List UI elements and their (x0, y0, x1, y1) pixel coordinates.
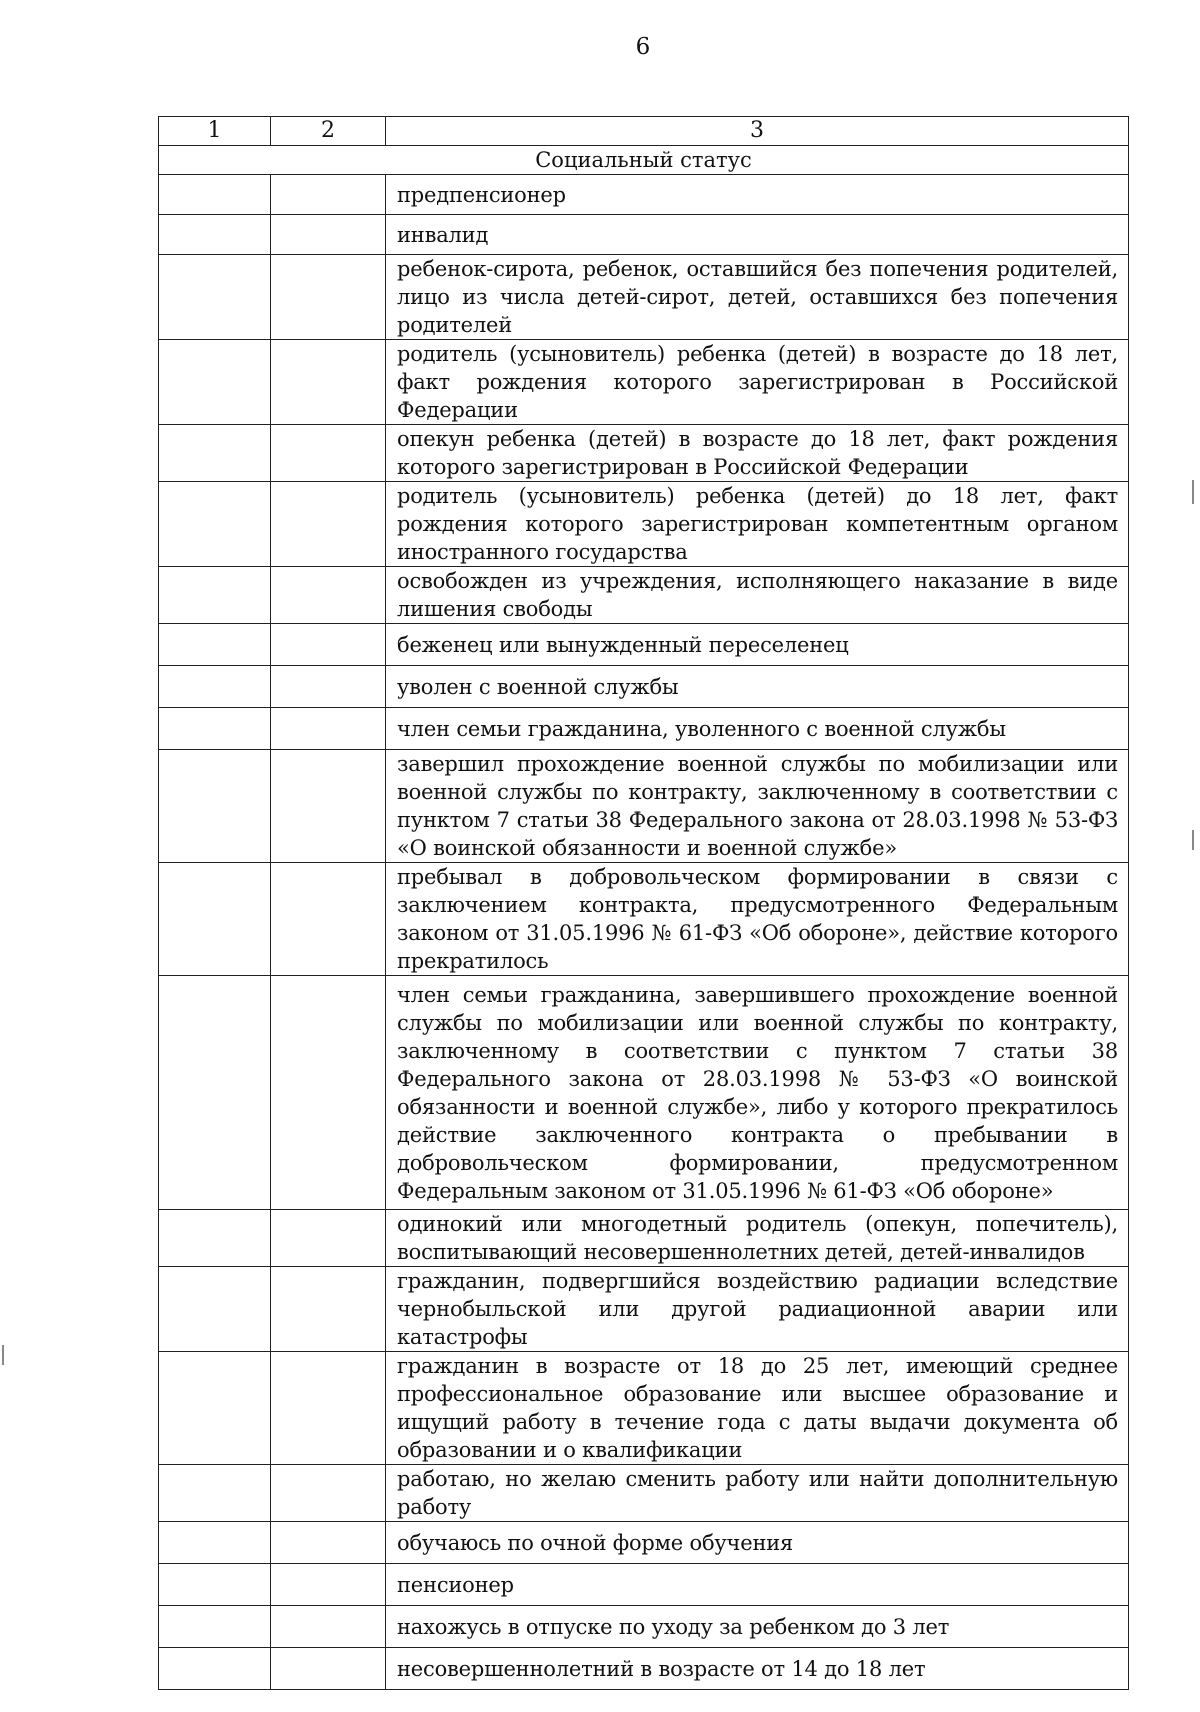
social-status-table (158, 116, 1129, 1690)
row-col-1 (159, 567, 271, 624)
row-col-2 (271, 666, 386, 708)
status-text: предпенсионер (386, 175, 1129, 215)
row-col-1 (159, 1210, 271, 1267)
scan-margin-mark (2, 1345, 4, 1365)
table-row (159, 976, 1129, 1210)
status-text: освобожден из учреждения, исполняющего наказание в виде лишения свободы (386, 567, 1129, 624)
row-col-2 (271, 215, 386, 255)
status-text: завершил прохождение военной службы по мобилизации или военной службы по контракту, заключенному в соответствии с пунктом 7 статьи 38 Федерального закона от 28.03.1998 № 53-ФЗ «О воинской обязанности и военной службе» (386, 750, 1129, 863)
row-col-1 (159, 750, 271, 863)
table-header-row (159, 117, 1129, 146)
row-col-2 (271, 1352, 386, 1465)
status-text: работаю, но желаю сменить работу или найти дополнительную работу (386, 1465, 1129, 1522)
row-col-1 (159, 624, 271, 666)
row-col-1 (159, 1648, 271, 1690)
header-col-1: 1 (159, 117, 271, 146)
row-col-2 (271, 567, 386, 624)
row-col-2 (271, 976, 386, 1210)
status-text: гражданин в возрасте от 18 до 25 лет, имеющий среднее профессиональное образование или высшее образование и ищущий работу в течение года с даты выдачи документа об образовании и о квалификации (386, 1352, 1129, 1465)
table-row (159, 567, 1129, 624)
row-col-2 (271, 1522, 386, 1564)
table-row (159, 175, 1129, 215)
row-col-1 (159, 1267, 271, 1352)
row-col-2 (271, 750, 386, 863)
table-row (159, 1564, 1129, 1606)
status-text: член семьи гражданина, уволенного с военной службы (386, 708, 1129, 750)
row-col-1 (159, 708, 271, 750)
table-row (159, 1352, 1129, 1465)
table-row (159, 482, 1129, 567)
status-text: член семьи гражданина, завершившего прохождение военной службы по мобилизации или военной службы по контракту, заключенному в соответствии с пунктом 7 статьи 38 Федерального закона от 28.03.1998 № 53-ФЗ «О воинской обязанности и военной службе», либо у которого прекратилось действие заключенного контракта о пребывании в добровольческом формировании, предусмотренном Федеральным законом от 31.05.1996 № 61-ФЗ «Об обороне» (386, 976, 1129, 1210)
row-col-1 (159, 425, 271, 482)
table-row (159, 863, 1129, 976)
status-text: одинокий или многодетный родитель (опекун, попечитель), воспитывающий несовершеннолетних детей, детей-инвалидов (386, 1210, 1129, 1267)
table-row (159, 1648, 1129, 1690)
status-text: родитель (усыновитель) ребенка (детей) в возрасте до 18 лет, факт рождения которого зарегистрирован в Российской Федерации (386, 340, 1129, 425)
row-col-2 (271, 624, 386, 666)
status-text: пенсионер (386, 1564, 1129, 1606)
status-text: пребывал в добровольческом формировании в связи с заключением контракта, предусмотренного Федеральным законом от 31.05.1996 № 61-ФЗ «Об обороне», действие которого прекратилось (386, 863, 1129, 976)
section-title: Социальный статус (159, 146, 1129, 175)
row-col-2 (271, 482, 386, 567)
row-col-2 (271, 1564, 386, 1606)
row-col-2 (271, 1465, 386, 1522)
header-col-3: 3 (386, 117, 1129, 146)
row-col-1 (159, 1352, 271, 1465)
page-number: 6 (635, 34, 651, 60)
row-col-2 (271, 708, 386, 750)
row-col-1 (159, 340, 271, 425)
status-text: гражданин, подвергшийся воздействию радиации вследствие чернобыльской или другой радиационной аварии или катастрофы (386, 1267, 1129, 1352)
row-col-2 (271, 340, 386, 425)
row-col-2 (271, 255, 386, 340)
row-col-1 (159, 976, 271, 1210)
table-row (159, 1210, 1129, 1267)
row-col-2 (271, 1210, 386, 1267)
table-row (159, 666, 1129, 708)
table-row (159, 1267, 1129, 1352)
row-col-1 (159, 666, 271, 708)
status-text: родитель (усыновитель) ребенка (детей) до 18 лет, факт рождения которого зарегистрирован компетентным органом иностранного государства (386, 482, 1129, 567)
status-text: опекун ребенка (детей) в возрасте до 18 лет, факт рождения которого зарегистрирован в Российской Федерации (386, 425, 1129, 482)
row-col-1 (159, 863, 271, 976)
row-col-2 (271, 1648, 386, 1690)
row-col-1 (159, 1465, 271, 1522)
table-row (159, 624, 1129, 666)
row-col-2 (271, 425, 386, 482)
table-row (159, 708, 1129, 750)
row-col-1 (159, 215, 271, 255)
row-col-2 (271, 1606, 386, 1648)
table-row (159, 750, 1129, 863)
header-col-2: 2 (271, 117, 386, 146)
status-text: беженец или вынужденный переселенец (386, 624, 1129, 666)
section-row (159, 146, 1129, 175)
table-row (159, 425, 1129, 482)
status-text: нахожусь в отпуске по уходу за ребенком до 3 лет (386, 1606, 1129, 1648)
row-col-1 (159, 1522, 271, 1564)
row-col-1 (159, 175, 271, 215)
status-text: обучаюсь по очной форме обучения (386, 1522, 1129, 1564)
table-row (159, 1606, 1129, 1648)
table-row (159, 1465, 1129, 1522)
row-col-2 (271, 1267, 386, 1352)
table-row (159, 255, 1129, 340)
row-col-1 (159, 255, 271, 340)
table-row (159, 340, 1129, 425)
scan-margin-mark (1192, 830, 1194, 850)
row-col-2 (271, 175, 386, 215)
status-text: инвалид (386, 215, 1129, 255)
status-text: уволен с военной службы (386, 666, 1129, 708)
row-col-2 (271, 863, 386, 976)
scan-margin-mark (1192, 480, 1194, 504)
status-text: несовершеннолетний в возрасте от 14 до 18 лет (386, 1648, 1129, 1690)
row-col-1 (159, 1606, 271, 1648)
status-text: ребенок-сирота, ребенок, оставшийся без попечения родителей, лицо из числа детей-сирот, детей, оставшихся без попечения родителей (386, 255, 1129, 340)
row-col-1 (159, 1564, 271, 1606)
table-row (159, 215, 1129, 255)
row-col-1 (159, 482, 271, 567)
table-row (159, 1522, 1129, 1564)
